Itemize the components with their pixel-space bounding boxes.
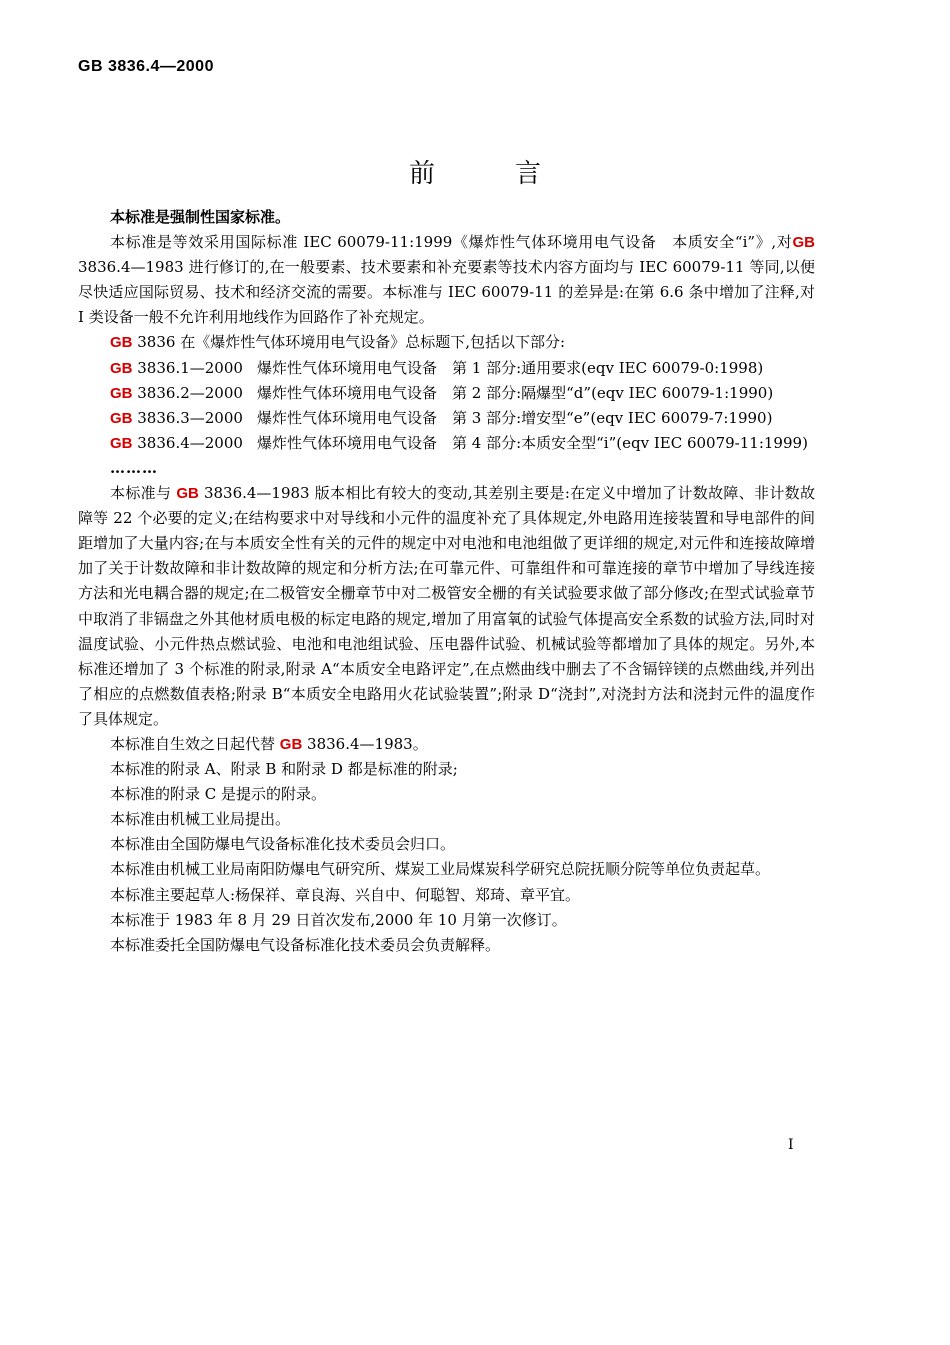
- ellipsis: ………: [110, 458, 158, 477]
- paragraph-annex-normative: 本标准的附录 A、附录 B 和附录 D 都是标准的附录;: [110, 760, 458, 779]
- page-number: I: [788, 1137, 794, 1153]
- parts-list: [78, 356, 815, 456]
- paragraph-drafters: 本标准主要起草人:杨保祥、章良海、兴自中、何聪智、郑琦、章平宜。: [110, 885, 581, 904]
- paragraph-mandatory: 本标准是强制性国家标准。: [110, 208, 291, 226]
- list-item: GB 3836.1—2000 爆炸性气体环境用电气设备 第 1 部分:通用要求(eqv IEC 60079-0:1998): [110, 358, 764, 377]
- list-item: GB 3836.3—2000 爆炸性气体环境用电气设备 第 3 部分:增安型“e”(eqv IEC 60079-7:1990): [110, 408, 773, 427]
- document-header-code: GB 3836.4—2000: [78, 58, 214, 75]
- paragraph-replaces: 本标准自生效之日起代替 GB 3836.4—1983。: [110, 734, 428, 753]
- title-char-right: 言: [515, 159, 542, 189]
- gb-mark: GB: [110, 434, 133, 452]
- gb-mark: GB: [176, 485, 199, 503]
- paragraph-history: 本标准于 1983 年 8 月 29 日首次发布,2000 年 10 月第一次修订。: [110, 910, 567, 929]
- paragraph-annex-informative: 本标准的附录 C 是提示的附录。: [110, 785, 327, 804]
- list-item: GB 3836.4—2000 爆炸性气体环境用电气设备 第 4 部分:本质安全型“i”(eqv IEC 60079-11:1999): [110, 433, 808, 452]
- gb-mark: GB: [110, 384, 133, 402]
- paragraph-interpretation: 本标准委托全国防爆电气设备标准化技术委员会负责解释。: [110, 935, 501, 954]
- gb-mark: GB: [279, 735, 303, 753]
- gb-mark: GB: [110, 359, 133, 377]
- gb-mark: GB: [792, 234, 815, 252]
- preface-body: [78, 205, 815, 958]
- paragraph-adoption: 本标准是等效采用国际标准 IEC 60079-11:1999《爆炸性气体环境用电气设备 本质安全“i”》,对GB 3836.4—1983 进行修订的,在一般要素、技术要素和补充要素等技术内容方面均与 IEC 60079-11 等同,以便尽快适应国际贸易、技术和经济交流的需要。本标准与 IEC 60079-11 的差异是:在第 6.6 条中增加了注释,对 I 类设备一般不允许利用地线作为回路作了补充规定。: [78, 233, 815, 327]
- gb-mark: GB: [110, 409, 133, 427]
- gb-mark: GB: [110, 334, 133, 352]
- paragraph-proposed-by: 本标准由机械工业局提出。: [110, 810, 291, 829]
- title-char-left: 前: [408, 159, 435, 189]
- list-item: GB 3836.2—2000 爆炸性气体环境用电气设备 第 2 部分:隔爆型“d”(eqv IEC 60079-1:1990): [110, 383, 774, 402]
- page-title: [0, 153, 950, 190]
- paragraph-drafted-by: 本标准由机械工业局南阳防爆电气研究所、煤炭工业局煤炭科学研究总院抚顺分院等单位负责起草。: [110, 860, 771, 879]
- paragraph-changes: 本标准与 GB 3836.4—1983 版本相比有较大的变动,其差别主要是:在定义中增加了计数故障、非计数故障等 22 个必要的定义;在结构要求中对导线和小元件的温度补充了具体规定,外电路用连接装置和导电部件的间距增加了大量内容;在与本质安全性有关的元件的规定中对电池和电池组做了更详细的规定,对元件和连接故障增加了关于计数故障和非计数故障的规定和分析方法;在可靠元件、可靠组件和可靠连接的章节中增加了导线连接方法和光电耦合器的规定;在二极管安全栅章节中对二极管安全栅的有关试验要求做了部分修改;在型式试验章节中取消了非镉盘之外其他材质电极的标定电路的规定,增加了用富氧的试验气体提高安全系数的试验方法,同时对温度试验、小元件热点燃试验、电池和电池组试验、压电器件试验、机械试验等都增加了具体的规定。另外,本标准还增加了 3 个标准的附录,附录 A“本质安全电路评定”,在点燃曲线中删去了不含镉锌镁的点燃曲线,并列出了相应的点燃数值表格;附录 B“本质安全电路用火花试验装置”;附录 D“浇封”,对浇封方法和浇封元件的温度作了具体规定。: [78, 484, 815, 728]
- paragraph-series: GB 3836 在《爆炸性气体环境用电气设备》总标题下,包括以下部分:: [110, 333, 566, 352]
- paragraph-managed-by: 本标准由全国防爆电气设备标准化技术委员会归口。: [110, 835, 456, 854]
